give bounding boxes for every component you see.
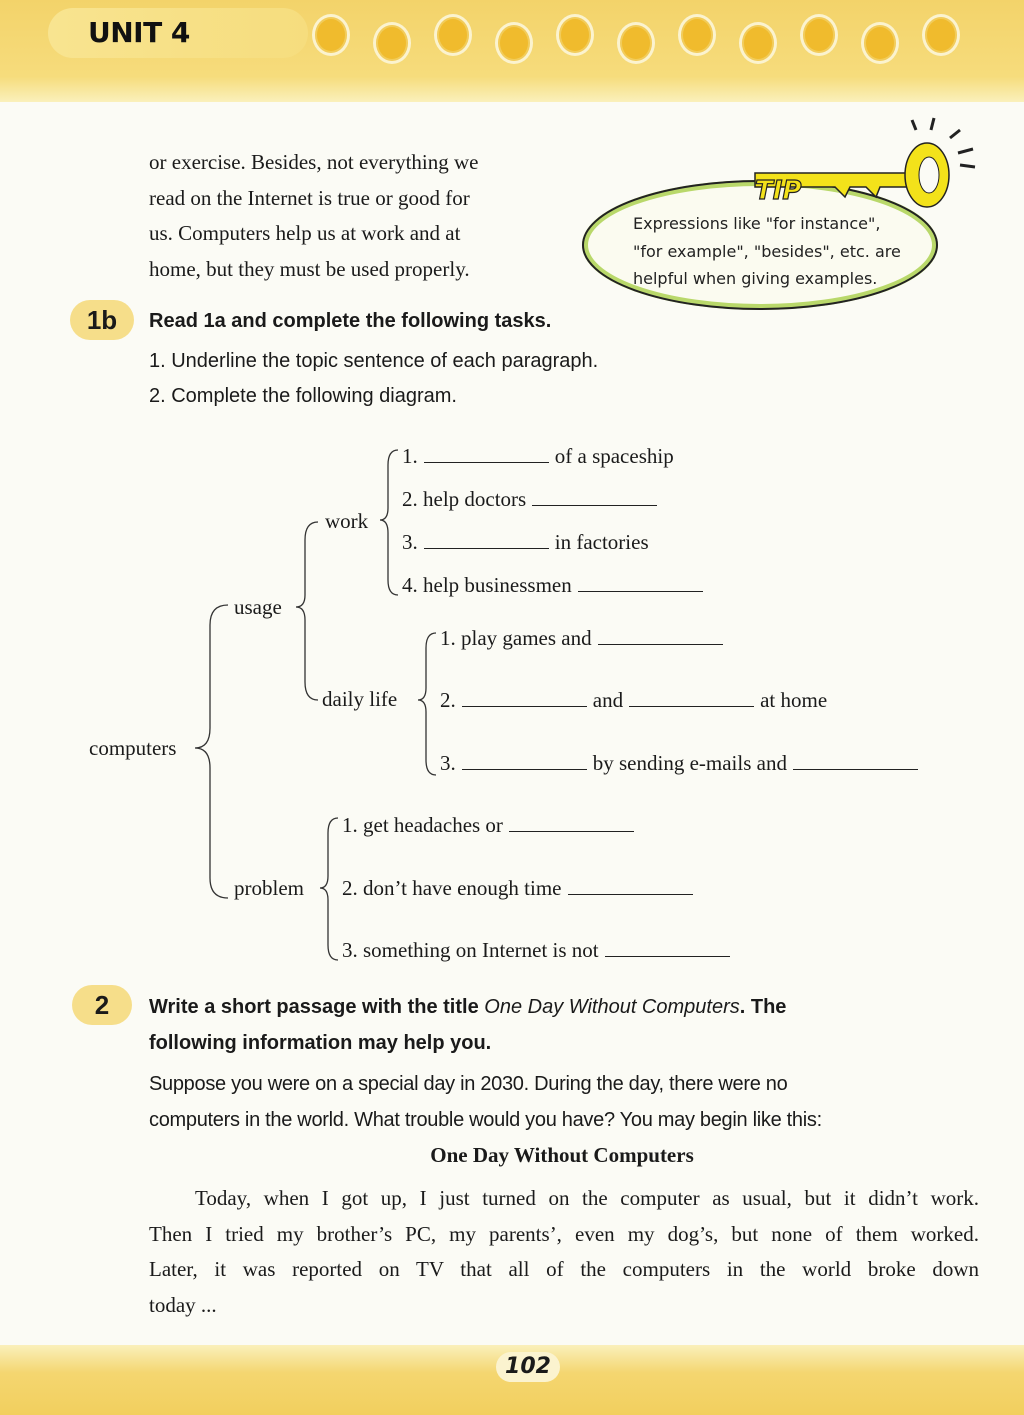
passage-line: today ... [149, 1292, 217, 1317]
daily-item-1: 1. play games and [440, 626, 729, 651]
blank-field[interactable] [462, 705, 587, 707]
brace-problem [320, 818, 338, 960]
node-computers: computers [89, 736, 177, 760]
passage-title: One Day Without Computers [430, 1143, 694, 1167]
exercise-2-heading-line2: following information may help you. [149, 1032, 492, 1054]
blank-field[interactable] [629, 705, 754, 707]
node-usage: usage [234, 595, 282, 619]
blank-field[interactable] [578, 590, 703, 592]
task-2: 2. Complete the following diagram. [149, 385, 457, 407]
blank-field[interactable] [605, 955, 730, 957]
node-work: work [325, 509, 369, 533]
unit-label: UNIT 4 [88, 16, 190, 49]
blank-field[interactable] [424, 461, 549, 463]
node-problem: problem [234, 876, 304, 900]
passage-line: Today, when I got up, I just turned on the computer as usual, but it didn’t work. [195, 1186, 979, 1210]
blank-field[interactable] [532, 504, 657, 506]
brace-usage [296, 522, 318, 700]
blank-field[interactable] [598, 643, 723, 645]
intro-line: read on the Internet is true or good for [149, 185, 470, 210]
tip-line: Expressions like "for instance", [633, 214, 881, 233]
passage-line: Later, it was reported on TV that all of the computers in the world broke down [149, 1257, 979, 1281]
tip-line: "for example", "besides", etc. are [633, 241, 901, 261]
task-1: 1. Underline the topic sentence of each paragraph. [149, 350, 599, 372]
blank-field[interactable] [424, 547, 549, 549]
intro-line: or exercise. Besides, not everything we [149, 150, 479, 174]
problem-item-2: 2. don’t have enough time [342, 876, 699, 901]
exercise-2-body [149, 1067, 822, 1138]
body-line: Suppose you were on a special day in 2030. During the day, there were no [149, 1073, 788, 1095]
page-number: 102 [496, 1352, 560, 1382]
work-item-1: 1. of a spaceship [402, 444, 674, 468]
work-item-4: 4. help businessmen [402, 573, 709, 598]
sample-passage [149, 1181, 979, 1323]
tip-title: TIP [755, 176, 802, 206]
daily-item-2: 2. and at home [440, 688, 828, 712]
body-line: computers in the world. What trouble would you have? You may begin like this: [149, 1108, 822, 1131]
blank-field[interactable] [462, 768, 587, 770]
exercise-2-heading: Write a short passage with the title One Day Without Computers. The [149, 996, 787, 1018]
work-item-3: 3. in factories [402, 530, 649, 554]
exercise-1b-heading: Read 1a and complete the following tasks. [149, 310, 552, 332]
problem-item-3: 3. something on Internet is not [342, 938, 736, 963]
node-daily-life: daily life [322, 687, 398, 711]
brace-computers [195, 605, 228, 898]
brace-work [380, 450, 398, 595]
exercise-badge-1b: 1b [70, 300, 134, 340]
intro-line: home, but they must be used properly. [149, 256, 470, 281]
brace-daily [418, 633, 436, 775]
blank-field[interactable] [793, 768, 918, 770]
blank-field[interactable] [568, 893, 693, 895]
daily-item-3: 3. by sending e-mails and [440, 751, 924, 776]
intro-line: us. Computers help us at work and at [149, 221, 461, 245]
problem-item-1: 1. get headaches or [342, 813, 640, 838]
passage-line: Then I tried my brother’s PC, my parents’, even my dog’s, but none of them worked. [149, 1221, 979, 1246]
tip-line: helpful when giving examples. [633, 269, 878, 288]
blank-field[interactable] [509, 830, 634, 832]
exercise-badge-2: 2 [72, 985, 132, 1025]
work-item-2: 2. help doctors [402, 487, 663, 512]
